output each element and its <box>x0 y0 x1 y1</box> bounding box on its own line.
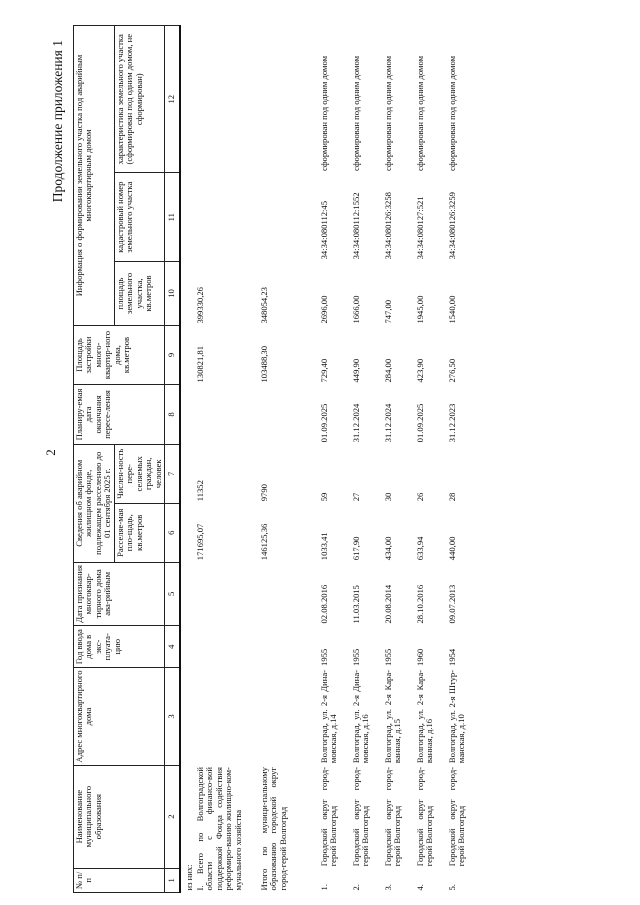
table-row <box>319 26 351 893</box>
col-num: 5 <box>165 562 180 625</box>
row-end-date: 01.09.2025 <box>318 403 329 443</box>
row-people: 59 <box>318 492 329 502</box>
row-municipality: Городской округ город-герой Волгоград <box>318 767 339 867</box>
row-land-area: 747,00 <box>382 299 393 324</box>
row-area: 440,00 <box>446 536 457 561</box>
row-area: 633,94 <box>414 536 425 561</box>
header-people: Числен-ность пере-селяемых граждан, человек <box>114 444 164 503</box>
row-date: 28.10.2016 <box>414 584 425 624</box>
row-land-area: 2696,00 <box>318 295 329 324</box>
header-cadastral: кадастровый номер земельного участка <box>114 173 164 261</box>
row-built-area: 284,00 <box>382 358 393 383</box>
row-number: 5. <box>446 884 457 891</box>
col-num: 9 <box>165 326 180 385</box>
row-address: Волгоград, ул. 2-я Дина-мовская, д.14 <box>318 669 339 764</box>
row-people: 27 <box>350 492 361 502</box>
row-end-date: 31.12.2023 <box>446 403 457 443</box>
total-area: 171695,07 <box>194 523 205 561</box>
row-end-date: 01.09.2025 <box>414 403 425 443</box>
header-year: Год ввода дома в экс-плуата-цию <box>74 626 165 668</box>
col-num: 2 <box>165 765 180 868</box>
row-date: 11.03.2015 <box>350 585 361 624</box>
header-address: Адрес многоквартирного дома <box>74 668 165 765</box>
row-people: 28 <box>446 492 457 502</box>
row-land-status: сформирован под одним домом <box>382 55 393 171</box>
muni-total-area: 146125,36 <box>258 523 269 561</box>
header-end-date: Планиру-емая дата окончания пересе-ления <box>74 385 165 445</box>
total-name: I. Всего по Волгоградской области с финансо-вой поддержкой Фонда содействия реформиро-ванию жилищно-ком-мунального хозяйства <box>194 767 243 891</box>
continuation-title: Продолжение приложения 1 <box>50 40 65 203</box>
total-people: 11352 <box>194 480 205 502</box>
row-land-area: 1666,00 <box>350 295 361 324</box>
row-year: 1955 <box>382 648 393 666</box>
row-land-area: 1540,00 <box>446 295 457 324</box>
row-number: 2. <box>350 884 361 891</box>
row-year: 1955 <box>318 648 329 666</box>
housing-table <box>73 25 479 893</box>
row-land-status: сформирован под одним домом <box>350 55 361 171</box>
muni-total-people: 9790 <box>258 484 269 502</box>
col-num: 12 <box>165 26 180 173</box>
col-num: 3 <box>165 668 180 765</box>
header-municipality: Наименование муниципального образования <box>74 765 165 868</box>
header-emergency-date: Дата признания многоквар-тирного дома ава-рийным <box>74 562 165 625</box>
header-land-area: площадь земельного участка, кв.метров <box>114 261 164 325</box>
row-people: 26 <box>414 492 425 502</box>
row-address: Волгоград, ул. 2-я Кара-ванная, д.16 <box>414 669 435 764</box>
row-area: 1033,41 <box>318 532 329 561</box>
row-land-status: сформирован под одним домом <box>446 55 457 171</box>
col-num: 4 <box>165 626 180 668</box>
table-row <box>447 26 479 893</box>
table-row <box>351 26 383 893</box>
row-year: 1960 <box>414 648 425 666</box>
row-built-area: 423,90 <box>414 358 425 383</box>
table-row-iz-nih <box>180 26 195 893</box>
table-body <box>180 26 479 893</box>
row-area: 617,90 <box>350 536 361 561</box>
header-built-area: Площадь застройки много-квартир-ного дома, кв.метров <box>74 326 165 385</box>
row-municipality: Городской округ город-герой Волгоград <box>414 767 435 867</box>
row-year: 1954 <box>446 648 457 666</box>
row-end-date: 31.12.2024 <box>382 403 393 443</box>
row-address: Волгоград, ул. 2-я Кара-ванная, д.15 <box>382 669 403 764</box>
row-municipality: Городской округ город-герой Волгоград <box>382 767 403 867</box>
row-cadastral: 34:34:080126:3258 <box>382 192 393 260</box>
row-municipality: Городской округ город-герой Волгоград <box>350 767 371 867</box>
col-num: 1 <box>165 868 180 892</box>
row-date: 20.08.2014 <box>382 584 393 624</box>
muni-total-name: Итого по муници-пальному образованию городской округ город-герой Волгоград <box>258 767 288 891</box>
table-row <box>383 26 415 893</box>
row-land-area: 1945,00 <box>414 295 425 324</box>
row-cadastral: 34:34:080112:1552 <box>350 192 361 260</box>
col-num: 11 <box>165 173 180 261</box>
header-resettle-group: Сведения об аварийном жилищном фонде, подлежащем расселению до 01 сентября 2025 г. <box>74 444 115 562</box>
row-cadastral: 34:34:080127:521 <box>414 196 425 260</box>
row-number: 4. <box>414 884 425 891</box>
row-number: 1. <box>318 884 329 891</box>
muni-total-land-area: 348054,23 <box>258 287 269 324</box>
row-municipality: Городской округ город-герой Волгоград <box>446 767 467 867</box>
col-num: 6 <box>165 503 180 562</box>
row-area: 434,00 <box>382 536 393 561</box>
row-date: 02.08.2016 <box>318 584 329 624</box>
header-resettle-area: Расселяе-мая пло-щадь, кв.метров <box>114 503 164 562</box>
table-row-total <box>195 26 259 893</box>
row-built-area: 729,40 <box>318 358 329 383</box>
header-land-status: характеристика земельного участка (сформирован под одним домом, не сформирован) <box>114 26 164 173</box>
row-end-date: 31.12.2024 <box>350 403 361 443</box>
row-cadastral: 34:34:080126:3259 <box>446 192 457 260</box>
table-row <box>415 26 447 893</box>
col-num: 10 <box>165 261 180 325</box>
col-num: 7 <box>165 444 180 503</box>
total-built-area: 130821,81 <box>194 345 205 383</box>
table-header <box>74 26 180 893</box>
row-number: 3. <box>382 884 393 891</box>
page-number: 2 <box>43 449 58 456</box>
muni-total-built-area: 103488,30 <box>258 345 269 383</box>
row-built-area: 276,50 <box>446 358 457 383</box>
row-address: Волгоград, ул. 2-я Дина-мовская, д.16 <box>350 669 371 764</box>
header-land-group: Информация о формировании земельного участка под аварийным многоквартирным домом <box>74 26 115 326</box>
table-row-muni-total <box>259 26 319 893</box>
row-cadastral: 34:34:080112:45 <box>318 200 329 260</box>
row-land-status: сформирован под одним домом <box>414 55 425 171</box>
row-address: Волгоград, ул. 2-я Штур-манская, д.10 <box>446 669 467 764</box>
label-iz-nih: из них: <box>183 864 194 891</box>
column-numbers-row <box>165 26 180 893</box>
row-people: 30 <box>382 492 393 502</box>
col-num: 8 <box>165 385 180 445</box>
row-land-status: сформирован под одним домом <box>318 55 329 171</box>
row-year: 1955 <box>350 648 361 666</box>
row-built-area: 449,90 <box>350 358 361 383</box>
header-number: № п/п <box>74 868 165 892</box>
total-land-area: 399330,26 <box>194 287 205 324</box>
row-date: 09.07.2013 <box>446 584 457 624</box>
